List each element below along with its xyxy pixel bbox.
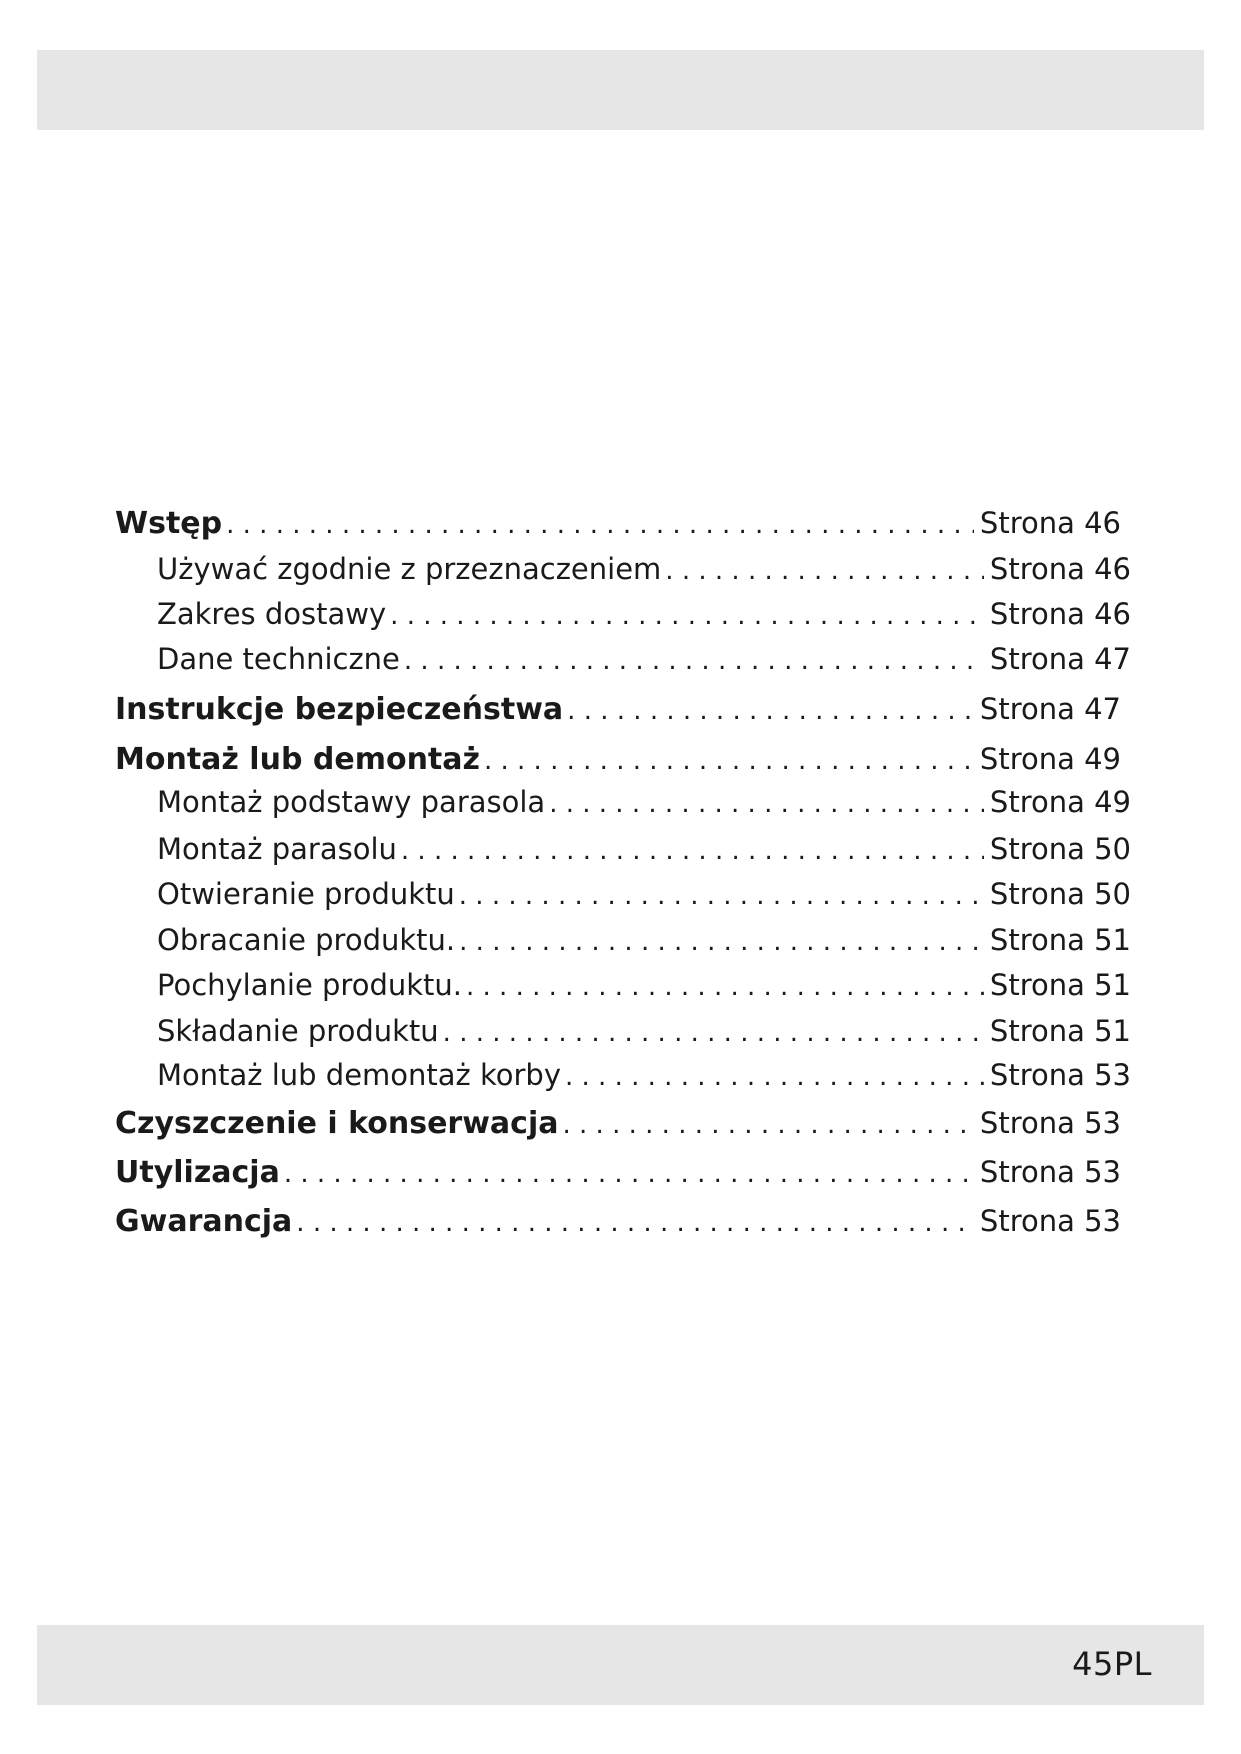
toc-entry-title: Zakres dostawy bbox=[157, 597, 387, 631]
toc-entry-title: Dane techniczne bbox=[157, 642, 400, 676]
toc-entry-page: Strona 47 bbox=[979, 692, 1121, 726]
toc-entry-page: Strona 49 bbox=[979, 742, 1121, 776]
toc-dot-leader bbox=[459, 927, 984, 957]
toc-entry-page: Strona 53 bbox=[979, 1106, 1121, 1140]
toc-entry-page: Strona 46 bbox=[989, 552, 1131, 586]
toc-entry-title: Otwieranie produktu bbox=[157, 877, 455, 911]
toc-entry[interactable] bbox=[157, 832, 1131, 872]
toc-dot-leader bbox=[484, 746, 974, 776]
toc-entry-page: Strona 46 bbox=[979, 506, 1121, 540]
toc-entry-page: Strona 49 bbox=[989, 785, 1131, 819]
toc-entry-page: Strona 53 bbox=[989, 1058, 1131, 1092]
toc-entry-title: Używać zgodnie z przeznaczeniem bbox=[157, 552, 662, 586]
toc-dot-leader bbox=[459, 881, 984, 911]
toc-dot-leader bbox=[562, 1110, 973, 1140]
toc-entry-page: Strona 51 bbox=[989, 968, 1131, 1002]
toc-dot-leader bbox=[443, 1018, 984, 1048]
toc-dot-leader bbox=[390, 601, 984, 631]
toc-entry[interactable] bbox=[115, 1155, 1121, 1195]
toc-dot-leader bbox=[665, 556, 984, 586]
toc-entry[interactable] bbox=[115, 1106, 1121, 1146]
toc-entry-title: Utylizacja bbox=[115, 1155, 280, 1190]
toc-entry[interactable] bbox=[157, 597, 1131, 637]
toc-entry-page: Strona 50 bbox=[989, 877, 1131, 911]
toc-entry[interactable] bbox=[115, 506, 1121, 546]
toc-entry[interactable] bbox=[157, 877, 1131, 917]
toc-entry[interactable] bbox=[157, 1058, 1131, 1098]
toc-dot-leader bbox=[466, 972, 984, 1002]
toc-entry-title: Montaż lub demontaż bbox=[115, 742, 480, 777]
toc-entry-page: Strona 53 bbox=[979, 1204, 1121, 1238]
header-band bbox=[37, 50, 1204, 130]
toc-entry-page: Strona 50 bbox=[989, 832, 1131, 866]
toc-entry-title: Montaż parasolu bbox=[157, 832, 397, 866]
footer-band bbox=[37, 1625, 1204, 1705]
toc-entry-page: Strona 46 bbox=[989, 597, 1131, 631]
toc-entry-title: Wstęp bbox=[115, 506, 223, 541]
toc-entry[interactable] bbox=[115, 1204, 1121, 1244]
toc-entry[interactable] bbox=[157, 552, 1131, 592]
toc-entry-title: Gwarancja bbox=[115, 1204, 293, 1239]
toc-entry-page: Strona 51 bbox=[989, 923, 1131, 957]
toc-entry-title: Obracanie produktu. bbox=[157, 923, 456, 957]
toc-dot-leader bbox=[567, 696, 974, 726]
toc-entry-page: Strona 47 bbox=[989, 642, 1131, 676]
toc-entry-title: Montaż lub demontaż korby bbox=[157, 1058, 561, 1092]
toc-entry[interactable] bbox=[157, 1014, 1131, 1054]
toc-entry-page: Strona 53 bbox=[979, 1155, 1121, 1189]
toc-entry[interactable] bbox=[157, 785, 1131, 825]
toc-entry[interactable] bbox=[157, 642, 1131, 682]
toc-dot-leader bbox=[226, 510, 974, 540]
page-number: 45PL bbox=[1072, 1645, 1152, 1683]
toc-entry-title: Montaż podstawy parasola bbox=[157, 785, 546, 819]
toc-dot-leader bbox=[401, 836, 984, 866]
toc-dot-leader bbox=[404, 646, 984, 676]
toc-dot-leader bbox=[549, 789, 984, 819]
toc-entry[interactable] bbox=[115, 742, 1121, 782]
toc-entry-title: Instrukcje bezpieczeństwa bbox=[115, 692, 564, 727]
toc-entry-title: Składanie produktu bbox=[157, 1014, 439, 1048]
toc-entry[interactable] bbox=[157, 923, 1131, 963]
toc-entry-page: Strona 51 bbox=[989, 1014, 1131, 1048]
toc-dot-leader bbox=[284, 1159, 974, 1189]
toc-entry-title: Pochylanie produktu. bbox=[157, 968, 462, 1002]
toc-entry[interactable] bbox=[157, 968, 1131, 1008]
toc-entry-title: Czyszczenie i konserwacja bbox=[115, 1106, 559, 1141]
toc-entry[interactable] bbox=[115, 692, 1121, 732]
toc-dot-leader bbox=[296, 1208, 974, 1238]
toc-dot-leader bbox=[565, 1062, 984, 1092]
